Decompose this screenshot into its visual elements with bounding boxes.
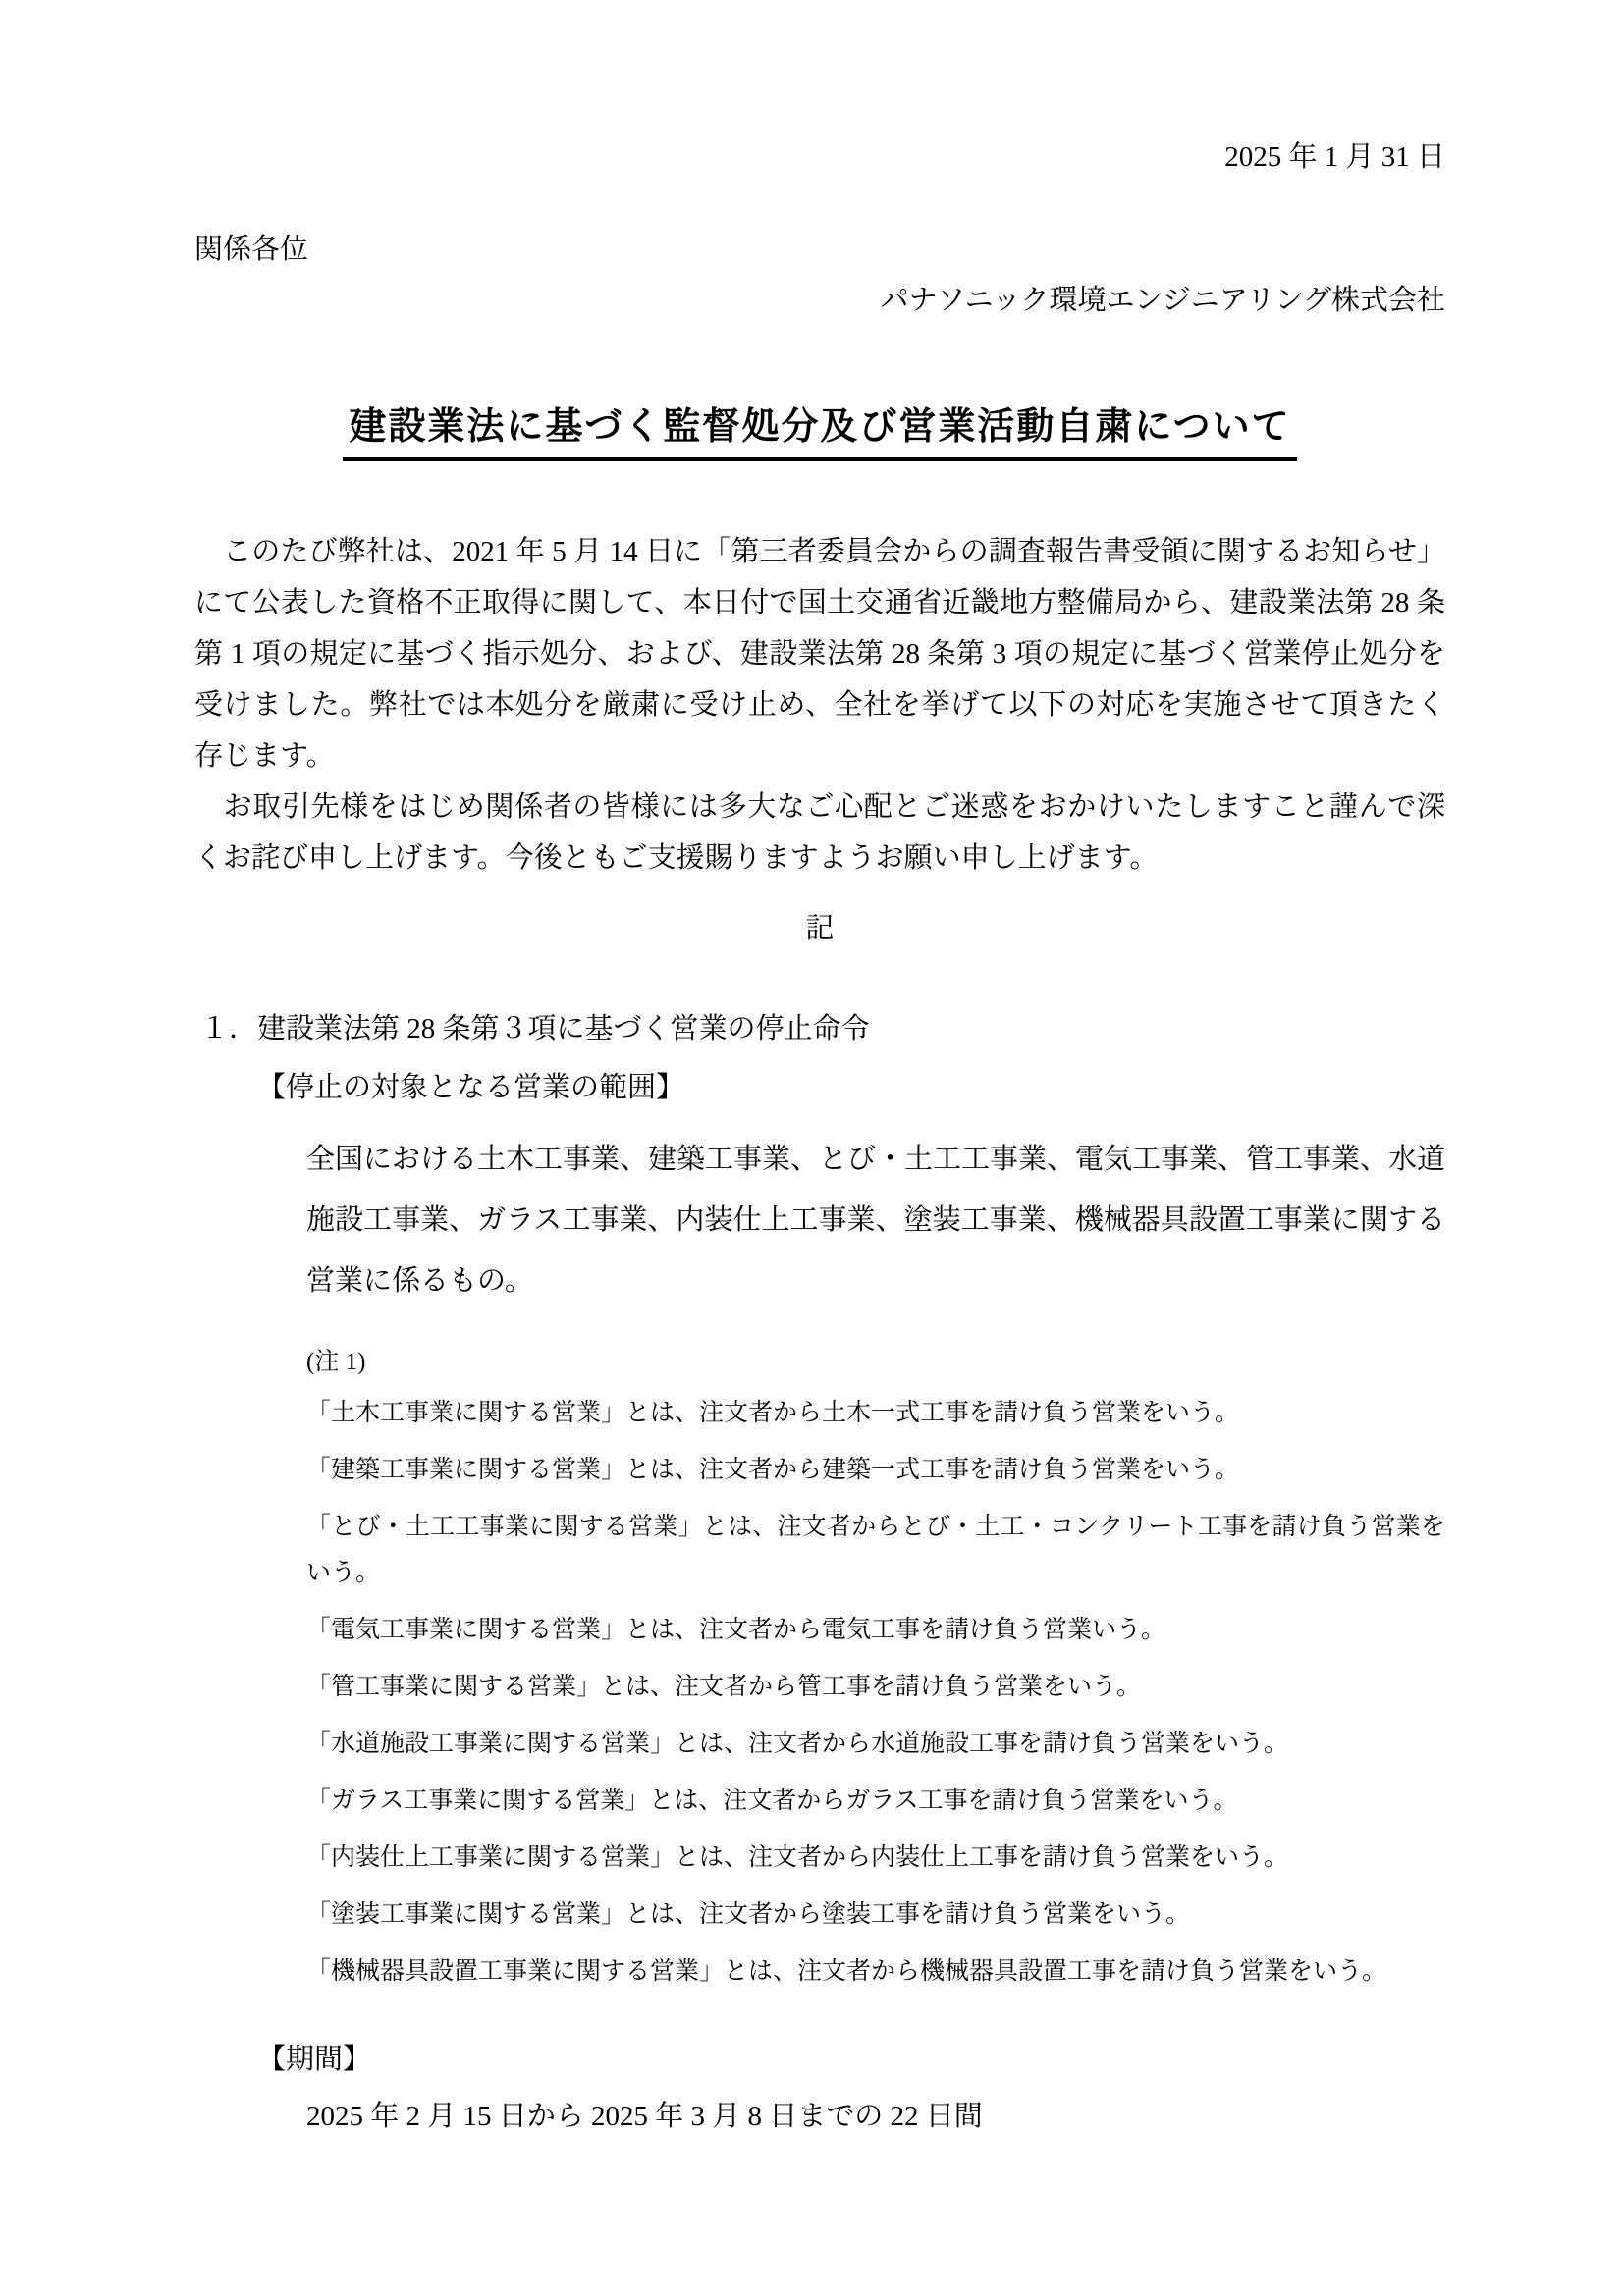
body-paragraph-1: このたび弊社は、2021 年 5 月 14 日に「第三者委員会からの調査報告書受領に関するお知らせ」にて公表した資格不正取得に関して、本日付で国土交通省近畿地方整備局から、建設業法第 28 条第 1 項の規定に基づく指示処分、および、建設業法第 28 条第 3 項の規定に基づく営業停止処分を受けました。弊社では本処分を厳粛に受け止め、全社を挙げて以下の対応を実施させて頂きたく存じます。 (194, 536, 1445, 772)
body-paragraphs (194, 526, 1445, 883)
document-title: 建設業法に基づく監督処分及び営業活動自粛について (343, 404, 1296, 461)
notes-list (306, 1390, 1445, 1995)
note-item-scaffolding: 「とび・土工工事業に関する営業」とは、注文者からとび・土工・コンクリート工事を請け負う営業をいう。 (306, 1514, 1445, 1586)
note-item-glass: 「ガラス工事業に関する営業」とは、注文者からガラス工事を請け負う営業をいう。 (306, 1788, 1238, 1814)
note-item-building: 「建築工事業に関する営業」とは、注文者から建築一式工事を請け負う営業をいう。 (306, 1457, 1240, 1483)
note-item-machinery: 「機械器具設置工事業に関する営業」とは、注文者から機械器具設置工事を請け負う営業をいう。 (306, 1958, 1387, 1985)
company-name: パナソニック環境エンジニアリング株式会社 (880, 285, 1445, 316)
note-item-electrical: 「電気工事業に関する営業」とは、注文者から電気工事を請け負う営業いう。 (306, 1617, 1166, 1643)
note-item-waterworks: 「水道施設工事業に関する営業」とは、注文者から水道施設工事を請け負う営業をいう。 (306, 1731, 1289, 1757)
title-container (194, 404, 1445, 461)
note-item-civil: 「土木工事業に関する営業」とは、注文者から土木一式工事を請け負う営業をいう。 (306, 1400, 1240, 1426)
note-label: (注 1) (306, 1349, 366, 1375)
scope-body: 全国における土木工事業、建築工事業、とび・土工工事業、電気工事業、管工事業、水道施設工事業、ガラス工事業、内装仕上工事業、塗装工事業、機械器具設置工事業に関する営業に係るもの。 (306, 1144, 1446, 1297)
note-item-painting: 「塗装工事業に関する営業」とは、注文者から塗装工事を請け負う営業をいう。 (306, 1901, 1191, 1928)
note-item-plumbing: 「管工事業に関する営業」とは、注文者から管工事を請け負う営業をいう。 (306, 1674, 1142, 1700)
recipient-line: 関係各位 (194, 234, 309, 265)
document-date: 2025 年 1 月 31 日 (1224, 141, 1445, 173)
period-heading: 【期間】 (257, 2044, 372, 2075)
body-paragraph-2: お取引先様をはじめ関係者の皆様には多大なご心配とご迷惑をおかけいたしますこと謹んで深くお詫び申し上げます。今後ともご支援賜りますようお願い申し上げます。 (194, 791, 1445, 874)
section1-heading: １．建設業法第 28 条第３項に基づく営業の停止命令 (200, 1013, 870, 1044)
period-body: 2025 年 2 月 15 日から 2025 年 3 月 8 日までの 22 日間 (306, 2101, 983, 2132)
note-item-interior: 「内装仕上工事業に関する営業」とは、注文者から内装仕上工事を請け負う営業をいう。 (306, 1844, 1289, 1871)
scope-heading: 【停止の対象となる営業の範囲】 (257, 1072, 685, 1103)
record-marker: 記 (805, 913, 835, 944)
